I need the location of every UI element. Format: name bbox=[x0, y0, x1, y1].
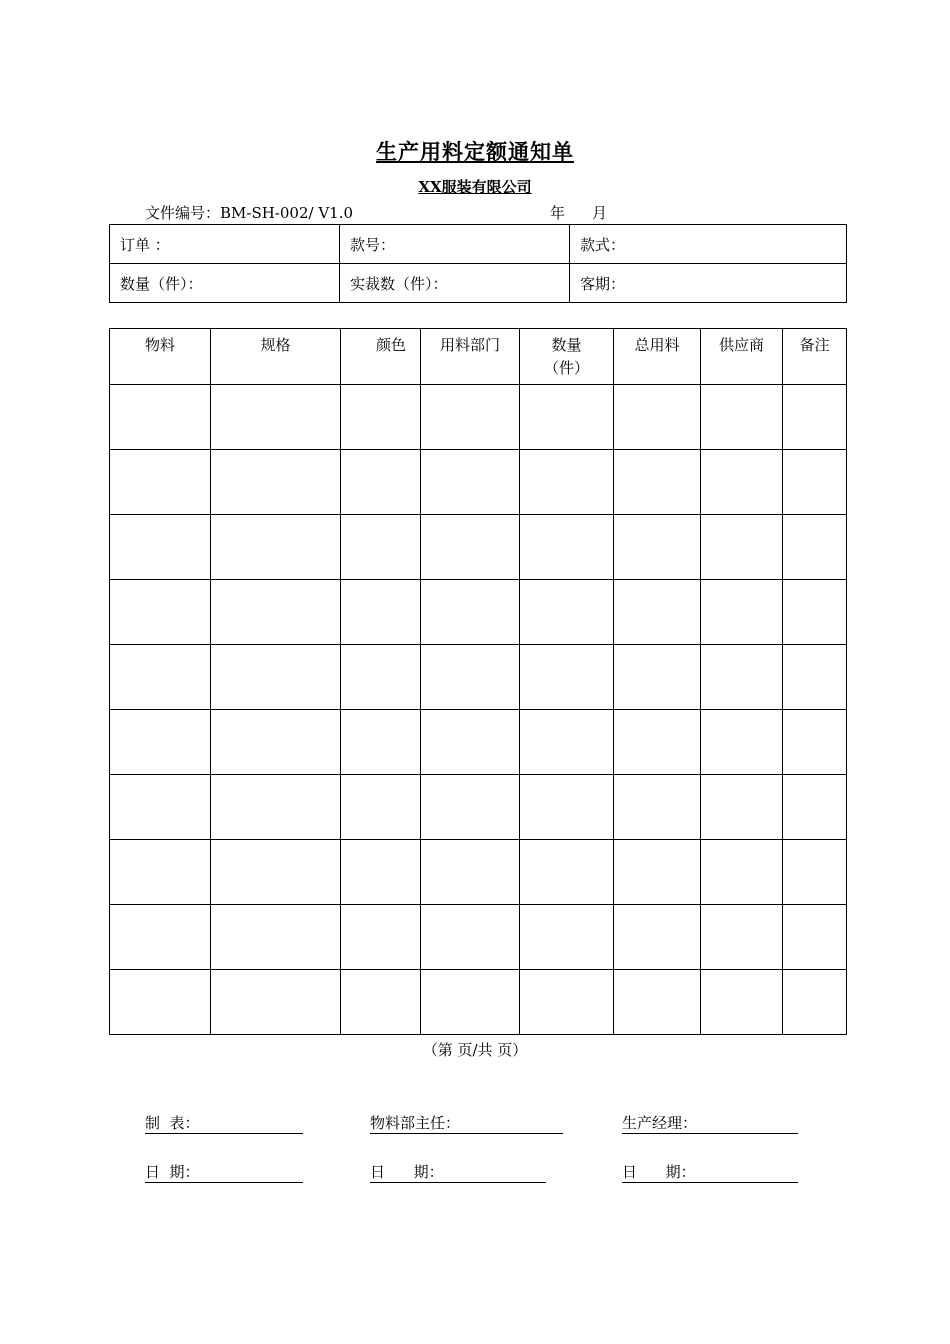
table-cell[interactable] bbox=[701, 775, 783, 840]
date-label-3: 日 期： bbox=[622, 1163, 696, 1181]
table-cell[interactable] bbox=[614, 515, 701, 580]
date-field-3[interactable] bbox=[622, 1162, 798, 1183]
header-quantity-line2: （件） bbox=[543, 359, 589, 377]
table-cell[interactable] bbox=[614, 775, 701, 840]
table-cell[interactable] bbox=[341, 515, 421, 580]
table-cell[interactable] bbox=[211, 710, 341, 775]
order-info-table bbox=[109, 224, 847, 303]
table-cell[interactable] bbox=[110, 710, 211, 775]
table-cell[interactable] bbox=[614, 710, 701, 775]
table-cell[interactable] bbox=[421, 970, 520, 1035]
table-cell[interactable] bbox=[783, 645, 847, 710]
quantity-field[interactable]: 数量（件）： bbox=[110, 264, 340, 303]
table-row bbox=[110, 775, 847, 840]
table-cell[interactable] bbox=[421, 775, 520, 840]
delivery-date-field[interactable]: 客期： bbox=[570, 264, 847, 303]
date-label-2: 日 期： bbox=[370, 1163, 444, 1181]
table-cell[interactable] bbox=[614, 645, 701, 710]
table-cell[interactable] bbox=[783, 905, 847, 970]
table-row bbox=[110, 905, 847, 970]
material-head-label: 物料部主任： bbox=[370, 1114, 461, 1132]
table-cell[interactable] bbox=[211, 970, 341, 1035]
table-cell[interactable] bbox=[614, 840, 701, 905]
table-row bbox=[110, 450, 847, 515]
header-total-material: 总用料 bbox=[614, 329, 701, 385]
table-cell[interactable] bbox=[211, 580, 341, 645]
prepared-by-label: 制 表： bbox=[145, 1114, 200, 1132]
table-cell[interactable] bbox=[110, 385, 211, 450]
date-field-2[interactable] bbox=[370, 1162, 546, 1183]
style-field[interactable]: 款式： bbox=[570, 225, 847, 264]
table-cell[interactable] bbox=[701, 645, 783, 710]
header-remarks: 备注 bbox=[783, 329, 847, 385]
table-cell[interactable] bbox=[520, 710, 614, 775]
table-cell[interactable] bbox=[341, 970, 421, 1035]
page-number: （第 页/共 页） bbox=[422, 1041, 528, 1059]
table-cell[interactable] bbox=[110, 970, 211, 1035]
table-cell[interactable] bbox=[520, 905, 614, 970]
table-cell[interactable] bbox=[783, 580, 847, 645]
header-department: 用料部门 bbox=[421, 329, 520, 385]
table-cell[interactable] bbox=[701, 840, 783, 905]
table-row bbox=[110, 970, 847, 1035]
table-cell[interactable] bbox=[520, 970, 614, 1035]
production-manager-label: 生产经理： bbox=[622, 1114, 698, 1132]
table-cell[interactable] bbox=[110, 580, 211, 645]
style-number-field[interactable]: 款号： bbox=[340, 225, 570, 264]
table-cell[interactable] bbox=[211, 450, 341, 515]
table-cell[interactable] bbox=[614, 580, 701, 645]
header-quantity-line1: 数量 bbox=[551, 336, 582, 354]
header-color: 颜色 bbox=[341, 329, 421, 385]
table-row bbox=[110, 710, 847, 775]
table-cell[interactable] bbox=[110, 905, 211, 970]
table-cell[interactable] bbox=[341, 905, 421, 970]
table-row bbox=[110, 645, 847, 710]
table-cell[interactable] bbox=[341, 450, 421, 515]
header-spec: 规格 bbox=[211, 329, 341, 385]
table-row bbox=[110, 515, 847, 580]
table-cell[interactable] bbox=[783, 450, 847, 515]
table-cell[interactable] bbox=[520, 645, 614, 710]
table-cell[interactable] bbox=[701, 710, 783, 775]
actual-cut-field[interactable]: 实裁数（件）： bbox=[340, 264, 570, 303]
table-cell[interactable] bbox=[421, 905, 520, 970]
table-cell[interactable] bbox=[614, 970, 701, 1035]
material-table bbox=[109, 328, 847, 1035]
table-cell[interactable] bbox=[520, 450, 614, 515]
production-manager-field[interactable] bbox=[622, 1113, 798, 1134]
material-head-field[interactable] bbox=[370, 1113, 563, 1134]
table-row bbox=[110, 385, 847, 450]
month-label: 月 bbox=[592, 204, 608, 222]
order-field[interactable]: 订单 ： bbox=[110, 225, 340, 264]
table-cell[interactable] bbox=[211, 515, 341, 580]
table-cell[interactable] bbox=[421, 645, 520, 710]
year-label: 年 bbox=[550, 204, 566, 222]
table-cell[interactable] bbox=[211, 905, 341, 970]
table-cell[interactable] bbox=[520, 515, 614, 580]
table-cell[interactable] bbox=[341, 710, 421, 775]
header-supplier: 供应商 bbox=[701, 329, 783, 385]
table-cell[interactable] bbox=[614, 450, 701, 515]
table-cell[interactable] bbox=[211, 840, 341, 905]
table-cell[interactable] bbox=[783, 970, 847, 1035]
header-quantity bbox=[520, 329, 614, 385]
table-cell[interactable] bbox=[520, 385, 614, 450]
table-cell[interactable] bbox=[341, 775, 421, 840]
document-number: 文件编号：BM-SH-002/ V1.0 bbox=[145, 204, 354, 222]
table-cell[interactable] bbox=[701, 580, 783, 645]
table-cell[interactable] bbox=[110, 450, 211, 515]
table-row bbox=[110, 580, 847, 645]
table-cell[interactable] bbox=[341, 385, 421, 450]
table-cell[interactable] bbox=[421, 580, 520, 645]
table-cell[interactable] bbox=[783, 515, 847, 580]
prepared-by-field[interactable] bbox=[145, 1113, 303, 1134]
date-label-1: 日 期： bbox=[145, 1163, 200, 1181]
table-header-row bbox=[110, 329, 847, 385]
table-cell[interactable] bbox=[701, 905, 783, 970]
table-cell[interactable] bbox=[421, 515, 520, 580]
table-cell[interactable] bbox=[614, 905, 701, 970]
table-cell[interactable] bbox=[421, 710, 520, 775]
table-cell[interactable] bbox=[783, 710, 847, 775]
table-cell[interactable] bbox=[110, 775, 211, 840]
company-name: XX服装有限公司 bbox=[418, 178, 532, 196]
table-cell[interactable] bbox=[421, 840, 520, 905]
table-cell[interactable] bbox=[341, 840, 421, 905]
table-row bbox=[110, 840, 847, 905]
table-cell[interactable] bbox=[783, 385, 847, 450]
table-cell[interactable] bbox=[520, 775, 614, 840]
form-title: 生产用料定额通知单 bbox=[376, 139, 574, 164]
table-cell[interactable] bbox=[701, 450, 783, 515]
table-cell[interactable] bbox=[520, 840, 614, 905]
table-cell[interactable] bbox=[421, 450, 520, 515]
table-cell[interactable] bbox=[783, 775, 847, 840]
table-cell[interactable] bbox=[341, 645, 421, 710]
table-cell[interactable] bbox=[783, 840, 847, 905]
header-material: 物料 bbox=[110, 329, 211, 385]
table-cell[interactable] bbox=[211, 775, 341, 840]
table-cell[interactable] bbox=[701, 385, 783, 450]
table-cell[interactable] bbox=[614, 385, 701, 450]
table-cell[interactable] bbox=[421, 385, 520, 450]
table-cell[interactable] bbox=[110, 515, 211, 580]
table-cell[interactable] bbox=[110, 645, 211, 710]
table-cell[interactable] bbox=[110, 840, 211, 905]
table-cell[interactable] bbox=[701, 515, 783, 580]
table-cell[interactable] bbox=[701, 970, 783, 1035]
table-cell[interactable] bbox=[341, 580, 421, 645]
table-cell[interactable] bbox=[520, 580, 614, 645]
table-cell[interactable] bbox=[211, 645, 341, 710]
date-field-1[interactable] bbox=[145, 1162, 303, 1183]
table-cell[interactable] bbox=[211, 385, 341, 450]
